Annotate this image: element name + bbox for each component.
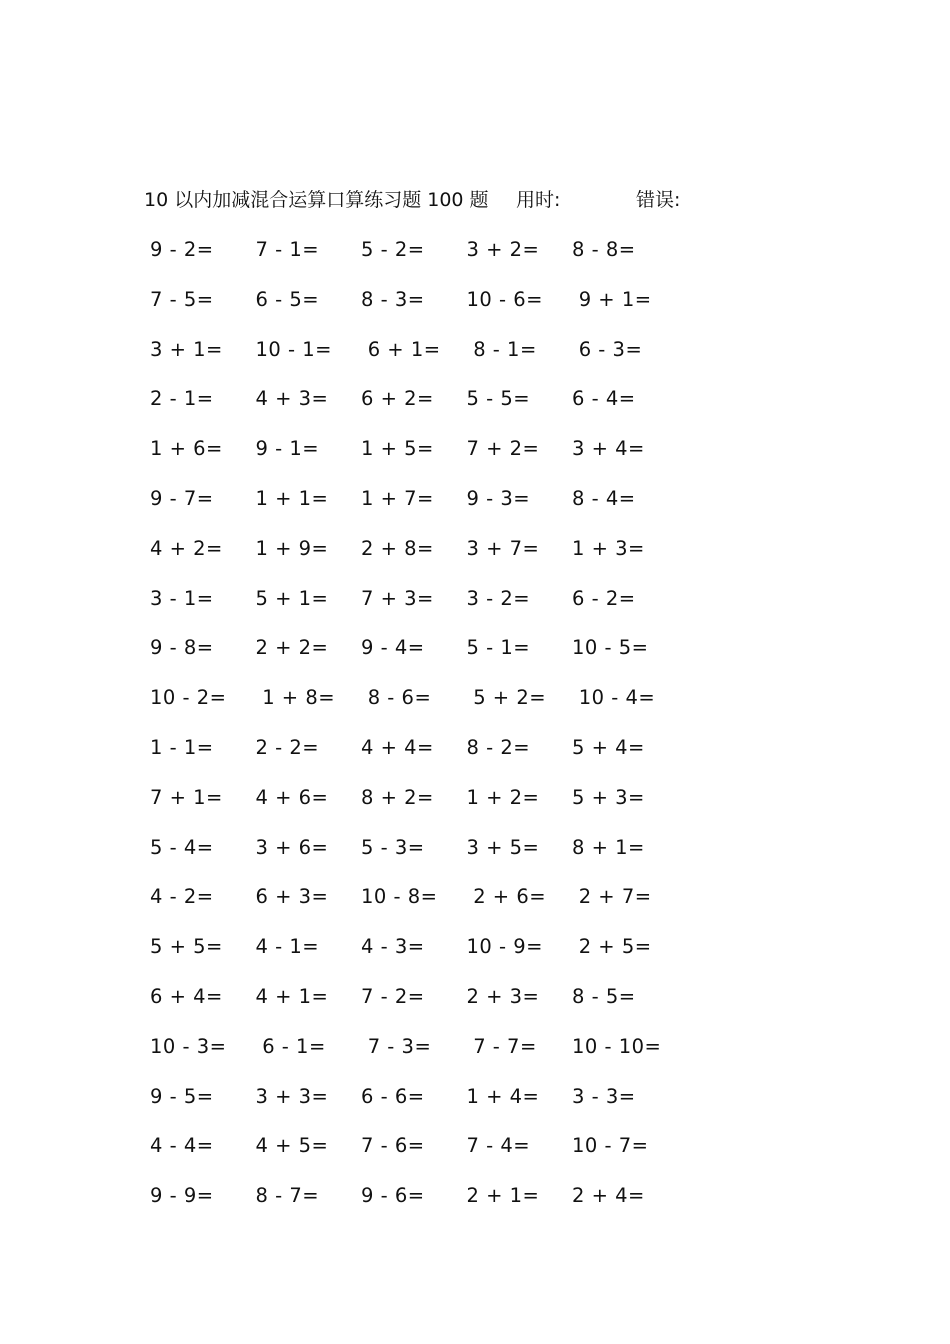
math-problem: 2 - 1= [150,387,214,411]
problem-row [150,336,690,386]
math-problem: 4 + 6= [255,785,329,809]
math-problem: 10 - 2= [150,686,227,710]
math-problem: 10 - 7= [572,1134,649,1158]
math-problem: 2 + 6= [466,885,547,909]
math-problem: 7 - 3= [361,1034,432,1058]
math-problem: 5 + 2= [466,686,547,710]
math-problem: 4 + 2= [150,536,223,560]
math-problem: 9 - 1= [255,437,320,461]
math-problem: 5 - 4= [150,835,214,859]
math-problem: 3 - 1= [150,586,214,610]
math-problem: 7 + 1= [150,785,223,809]
math-problem: 10 - 1= [255,337,332,361]
problem-grid [150,236,690,1232]
math-problem: 4 + 5= [255,1134,329,1158]
math-problem: 5 + 3= [572,785,645,809]
math-problem: 6 + 4= [150,984,223,1008]
math-problem: 8 - 7= [255,1184,320,1208]
math-problem: 2 + 5= [572,935,652,959]
math-problem: 1 + 1= [255,486,329,510]
math-problem: 1 + 6= [150,437,223,461]
math-problem: 7 + 2= [466,437,540,461]
math-problem: 4 - 1= [255,935,320,959]
math-problem: 6 - 4= [572,387,636,411]
math-problem: 3 - 2= [466,586,531,610]
math-problem: 9 - 3= [466,486,531,510]
math-problem: 3 + 2= [466,238,540,261]
math-problem: 3 + 5= [466,835,540,859]
math-problem: 5 + 5= [150,935,223,959]
math-problem: 3 + 7= [466,536,540,560]
math-problem: 6 + 2= [361,387,434,411]
math-problem: 6 - 6= [361,1084,425,1108]
math-problem: 10 - 6= [466,287,543,311]
math-problem: 2 + 4= [572,1184,645,1208]
math-problem: 9 - 5= [150,1084,214,1108]
math-problem: 6 - 3= [572,337,643,361]
math-problem: 7 - 7= [466,1034,537,1058]
math-problem: 8 + 1= [572,835,645,859]
math-problem: 9 + 1= [572,287,652,311]
math-problem: 7 + 3= [361,586,434,610]
problem-row [150,385,690,435]
problem-row [150,983,690,1033]
problem-row [150,1132,690,1182]
math-problem: 7 - 4= [466,1134,531,1158]
math-problem: 9 - 6= [361,1184,425,1208]
math-problem: 1 + 5= [361,437,434,461]
math-problem: 8 + 2= [361,785,434,809]
math-problem: 7 - 6= [361,1134,425,1158]
math-problem: 7 - 1= [255,238,320,261]
math-problem: 9 - 4= [361,636,425,660]
math-problem: 5 - 2= [361,238,425,261]
problem-row [150,485,690,535]
problem-row [150,784,690,834]
math-problem: 1 + 4= [466,1084,540,1108]
math-problem: 6 - 5= [255,287,320,311]
math-problem: 8 - 2= [466,735,531,759]
math-problem: 10 - 5= [572,636,649,660]
math-problem: 2 + 8= [361,536,434,560]
math-problem: 6 - 2= [572,586,636,610]
math-problem: 2 + 2= [255,636,329,660]
math-problem: 8 - 3= [361,287,425,311]
math-problem: 4 + 3= [255,387,329,411]
math-problem: 5 - 1= [466,636,531,660]
problem-row [150,585,690,635]
math-problem: 8 - 6= [361,686,432,710]
math-problem: 10 - 10= [572,1034,662,1058]
problem-row [150,1083,690,1133]
math-problem: 9 - 2= [150,238,214,261]
math-problem: 2 + 1= [466,1184,540,1208]
math-problem: 8 - 5= [572,984,636,1008]
math-problem: 2 + 3= [466,984,540,1008]
math-problem: 9 - 8= [150,636,214,660]
math-problem: 1 + 2= [466,785,540,809]
math-problem: 8 - 4= [572,486,636,510]
problem-row [150,435,690,485]
math-problem: 9 - 7= [150,486,214,510]
math-problem: 8 - 8= [572,238,636,261]
problem-row [150,834,690,884]
math-problem: 7 - 5= [150,287,214,311]
math-problem: 8 - 1= [466,337,537,361]
math-problem: 3 + 6= [255,835,329,859]
math-problem: 1 + 8= [255,686,336,710]
problem-row [150,634,690,684]
math-problem: 9 - 9= [150,1184,214,1208]
math-problem: 4 + 4= [361,735,434,759]
math-problem: 6 - 1= [255,1034,326,1058]
errors-label: 错误: [636,189,681,211]
math-problem: 1 + 7= [361,486,434,510]
problem-row [150,236,690,286]
problem-row [150,684,690,734]
math-problem: 5 - 3= [361,835,425,859]
worksheet-header [144,186,764,214]
math-problem: 1 - 1= [150,735,214,759]
math-problem: 6 + 3= [255,885,329,909]
problem-row [150,734,690,784]
math-problem: 6 + 1= [361,337,441,361]
math-problem: 4 + 1= [255,984,329,1008]
math-problem: 4 - 2= [150,885,214,909]
math-problem: 10 - 3= [150,1034,227,1058]
problem-row [150,535,690,585]
math-problem: 7 - 2= [361,984,425,1008]
math-problem: 1 + 3= [572,536,645,560]
math-problem: 10 - 4= [572,686,656,710]
math-problem: 3 + 3= [255,1084,329,1108]
math-problem: 3 - 3= [572,1084,636,1108]
math-problem: 3 + 1= [150,337,223,361]
math-problem: 10 - 9= [466,935,543,959]
math-problem: 2 + 7= [572,885,652,909]
problem-row [150,883,690,933]
problem-row [150,1033,690,1083]
math-problem: 4 - 3= [361,935,425,959]
math-problem: 3 + 4= [572,437,645,461]
problem-row [150,933,690,983]
math-problem: 5 + 4= [572,735,645,759]
worksheet-title: 10 以内加减混合运算口算练习题 100 题 [144,189,489,211]
problem-row [150,1182,690,1232]
problem-row [150,286,690,336]
math-problem: 5 - 5= [466,387,531,411]
math-problem: 1 + 9= [255,536,329,560]
math-problem: 2 - 2= [255,735,320,759]
math-problem: 4 - 4= [150,1134,214,1158]
math-problem: 5 + 1= [255,586,329,610]
time-label: 用时: [516,189,561,211]
math-problem: 10 - 8= [361,885,438,909]
